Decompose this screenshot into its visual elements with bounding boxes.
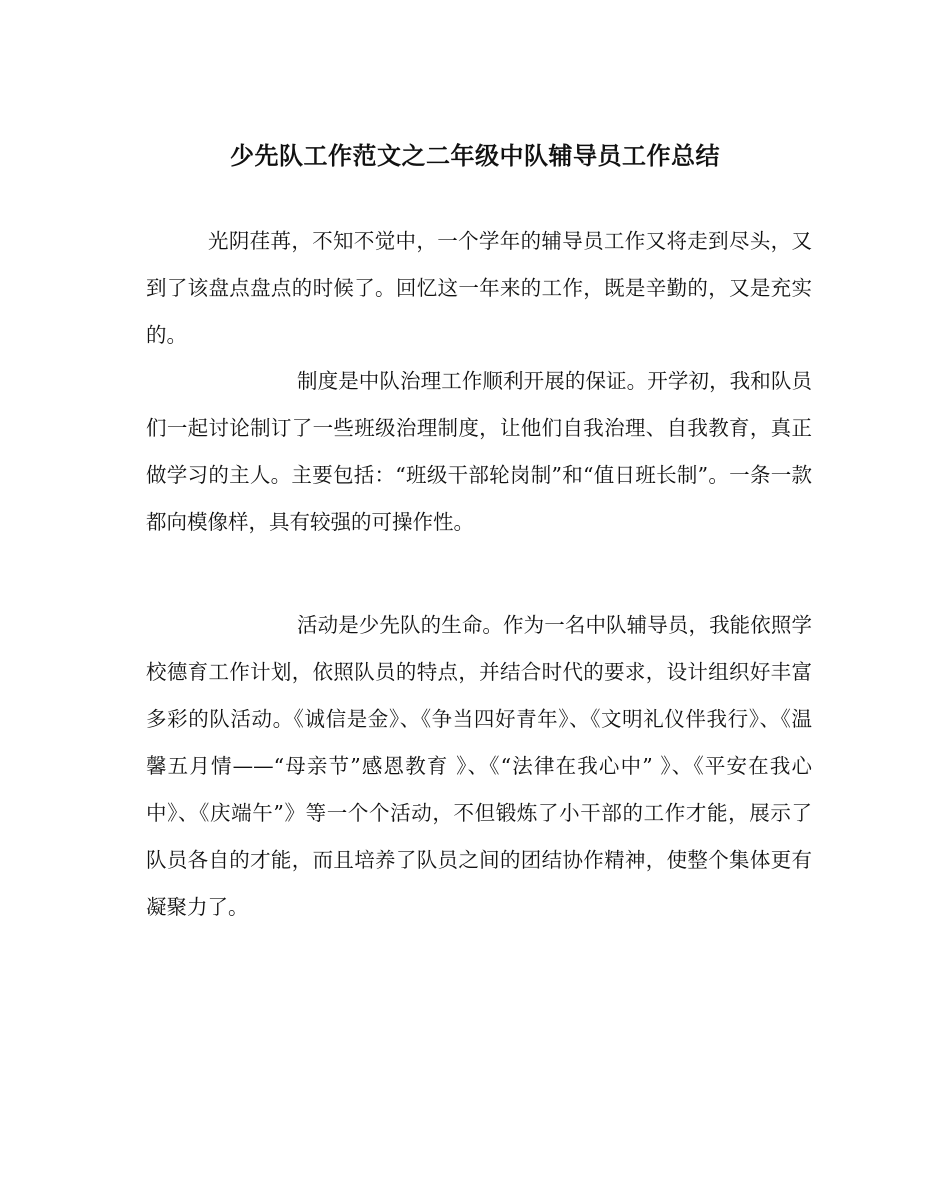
paragraph-system: 制度是中队治理工作顺利开展的保证。开学初，我和队员们一起讨论制订了一些班级治理制度，让他们自我治理、自我教育，真正做学习的主人。主要包括：“班级干部轮岗制”和“值日班长制”。一条一款都向模像样，具有较强的可操作性。 bbox=[146, 369, 812, 534]
paragraph-activities: 活动是少先队的生命。作为一名中队辅导员，我能依照学校德育工作计划，依照队员的特点，并结合时代的要求，设计组织好丰富多彩的队活动。《诚信是金》、《争当四好青年》、《文明礼仪伴我行》、《温馨五月情——“母亲节”感恩教育 》、《“法律在我心中” 》、《平安在我心中》、《庆端午”》等一个个活动，不但锻炼了小干部的工作才能，展示了队员各自的才能，而且培养了队员之间的团结协作精神，使整个集体更有凝聚力了。 bbox=[146, 613, 812, 919]
document-title: 少先队工作范文之二年级中队辅导员工作总结 bbox=[230, 141, 720, 170]
paragraph-intro: 光阴荏苒，不知不觉中，一个学年的辅导员工作又将走到尽头，又到了该盘点盘点的时候了。回忆这一年来的工作，既是辛勤的，又是充实的。 bbox=[146, 229, 812, 347]
